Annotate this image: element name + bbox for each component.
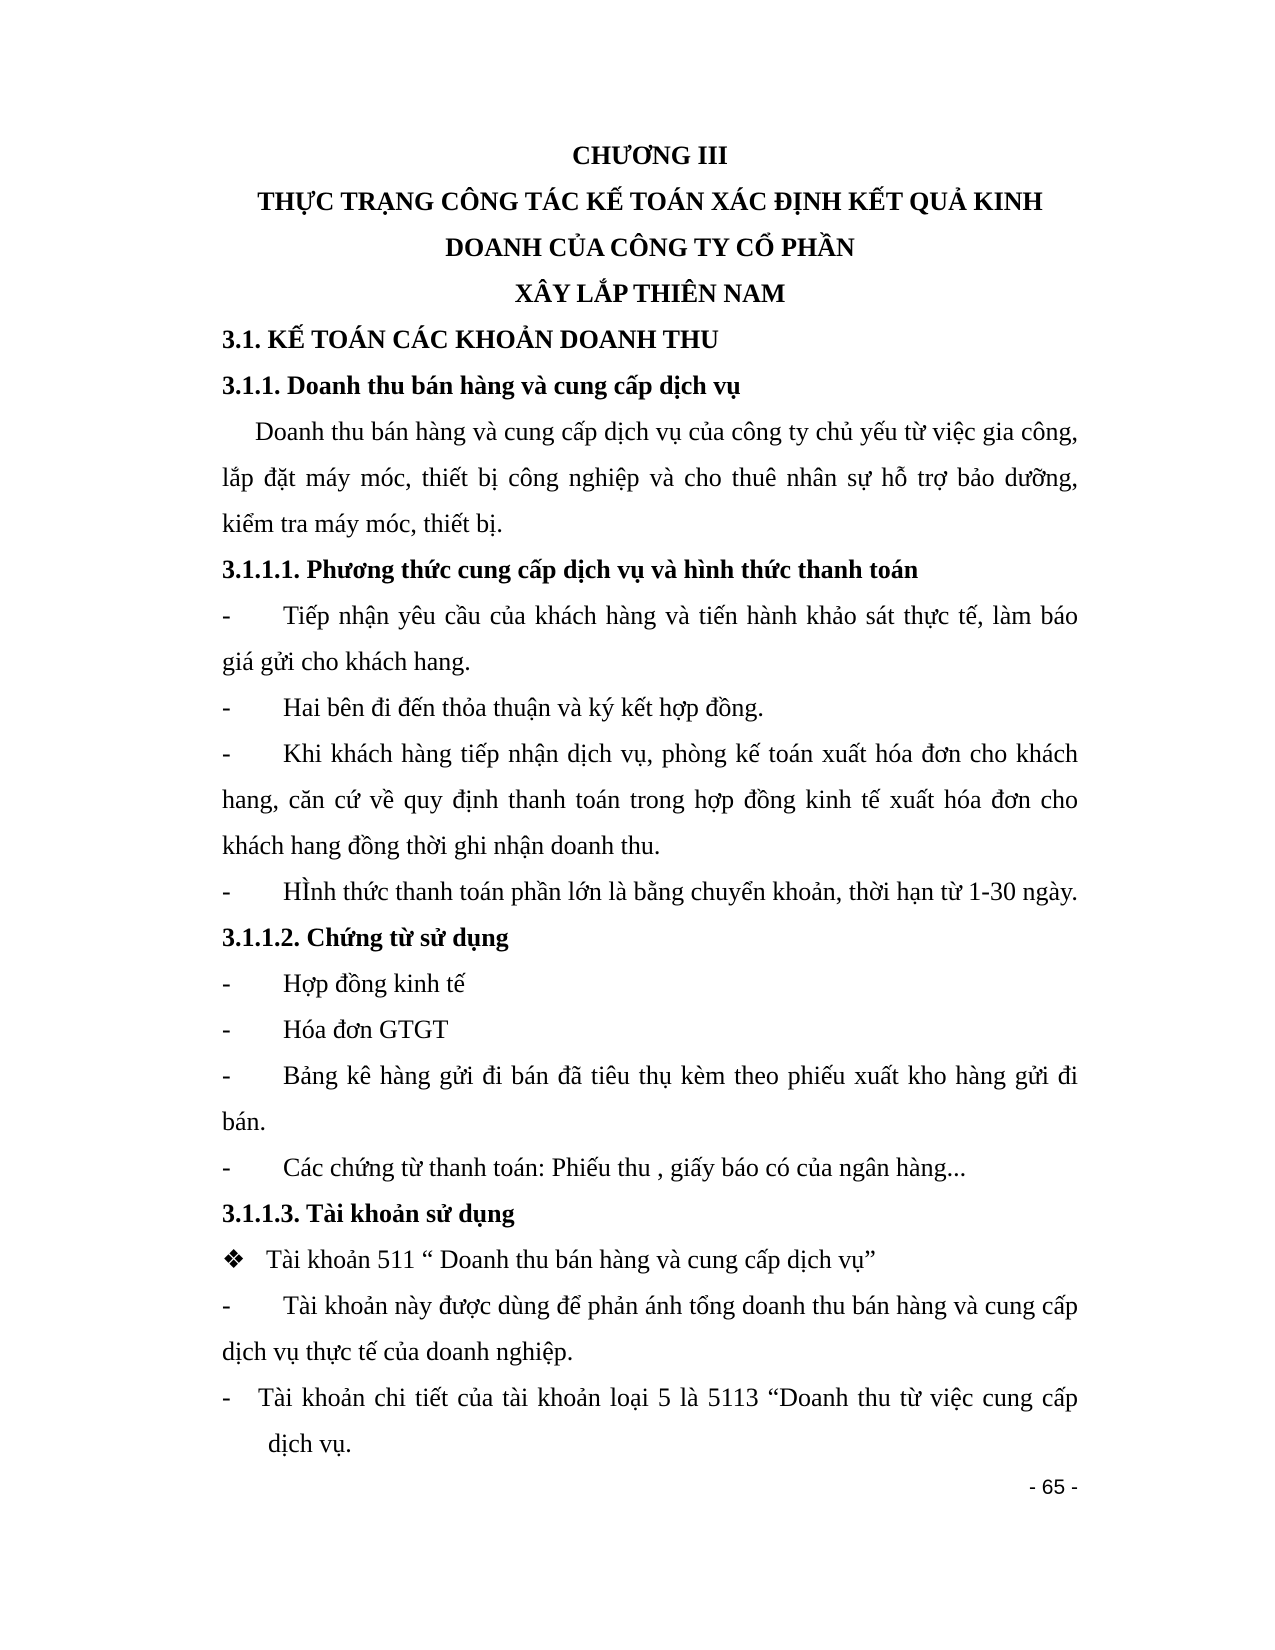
dash-marker: -: [222, 969, 231, 999]
list-item: [222, 593, 1078, 685]
title-line-2: DOANH CỦA CÔNG TY CỔ PHẦN: [445, 233, 855, 263]
title-line-3: XÂY LẮP THIÊN NAM: [514, 279, 786, 309]
subsection-heading-3-1-1-3: 3.1.1.3. Tài khoản sử dụng: [222, 1199, 515, 1229]
list-item: [222, 1237, 1078, 1283]
subsection-heading-3-1-1-2: 3.1.1.2. Chứng từ sử dụng: [222, 923, 509, 953]
list-item-text: Khi khách hàng tiếp nhận dịch vụ, phòng kế toán xuất hóa đơn cho khách hang, căn cứ về quy định thanh toán trong hợp đồng kinh tế xuất hóa đơn cho khách hang đồng thời ghi nhận doanh thu.: [222, 739, 1078, 861]
list-item-text: Hợp đồng kinh tế: [283, 969, 466, 999]
list-item-text: Tài khoản này được dùng để phản ánh tổng doanh thu bán hàng và cung cấp dịch vụ thực tế của doanh nghiệp.: [222, 1291, 1078, 1367]
list-item-text: Tài khoản chi tiết của tài khoản loại 5 là 5113 “Doanh thu từ việc cung cấp dịch vụ.: [258, 1383, 1078, 1459]
paragraph-revenue-intro: Doanh thu bán hàng và cung cấp dịch vụ của công ty chủ yếu từ việc gia công, lắp đặt máy móc, thiết bị công nghiệp và cho thuê nhân sự hỗ trợ bảo dưỡng, kiểm tra máy móc, thiết bị.: [222, 417, 1078, 539]
list-item: [222, 1375, 1078, 1467]
list-item-text: HÌnh thức thanh toán phần lớn là bằng chuyển khoản, thời hạn từ 1-30 ngày.: [283, 877, 1078, 907]
subsection-heading-3-1-1: 3.1.1. Doanh thu bán hàng và cung cấp dịch vụ: [222, 371, 741, 401]
dash-marker: -: [222, 1061, 231, 1091]
dash-marker: -: [222, 877, 231, 907]
list-item: [222, 1007, 1078, 1053]
list-item-text: Bảng kê hàng gửi đi bán đã tiêu thụ kèm theo phiếu xuất kho hàng gửi đi bán.: [222, 1061, 1078, 1137]
list-item-text: Tiếp nhận yêu cầu của khách hàng và tiến hành khảo sát thực tế, làm báo giá gửi cho khách hang.: [222, 601, 1078, 677]
list-item: [222, 1283, 1078, 1375]
dash-marker: -: [222, 739, 231, 769]
list-item: [222, 869, 1078, 915]
diamond-bullet-icon: ❖: [222, 1245, 246, 1275]
list-item: [222, 731, 1078, 869]
dash-marker: -: [222, 1015, 231, 1045]
page-number: - 65 -: [1028, 1476, 1078, 1499]
dash-marker: -: [222, 1383, 231, 1413]
list-item: [222, 961, 1078, 1007]
dash-marker: -: [222, 1153, 231, 1183]
page-content: [222, 133, 1078, 1467]
title-line-1: THỰC TRẠNG CÔNG TÁC KẾ TOÁN XÁC ĐỊNH KẾT QUẢ KINH: [257, 187, 1043, 217]
section-heading-3-1: 3.1. KẾ TOÁN CÁC KHOẢN DOANH THU: [222, 325, 719, 355]
list-item: [222, 1145, 1078, 1191]
dash-marker: -: [222, 693, 231, 723]
list-item: [222, 1053, 1078, 1145]
subsection-heading-3-1-1-1: 3.1.1.1. Phương thức cung cấp dịch vụ và hình thức thanh toán: [222, 555, 919, 585]
list-item-text: Các chứng từ thanh toán: Phiếu thu , giấy báo có của ngân hàng...: [283, 1153, 967, 1183]
dash-marker: -: [222, 1291, 231, 1321]
list-item-text: Tài khoản 511 “ Doanh thu bán hàng và cung cấp dịch vụ”: [266, 1245, 876, 1275]
chapter-heading: CHƯƠNG III: [572, 141, 728, 170]
list-item: [222, 685, 1078, 731]
dash-marker: -: [222, 601, 231, 631]
list-item-text: Hóa đơn GTGT: [283, 1015, 449, 1045]
list-item-text: Hai bên đi đến thỏa thuận và ký kết hợp đồng.: [283, 693, 764, 723]
